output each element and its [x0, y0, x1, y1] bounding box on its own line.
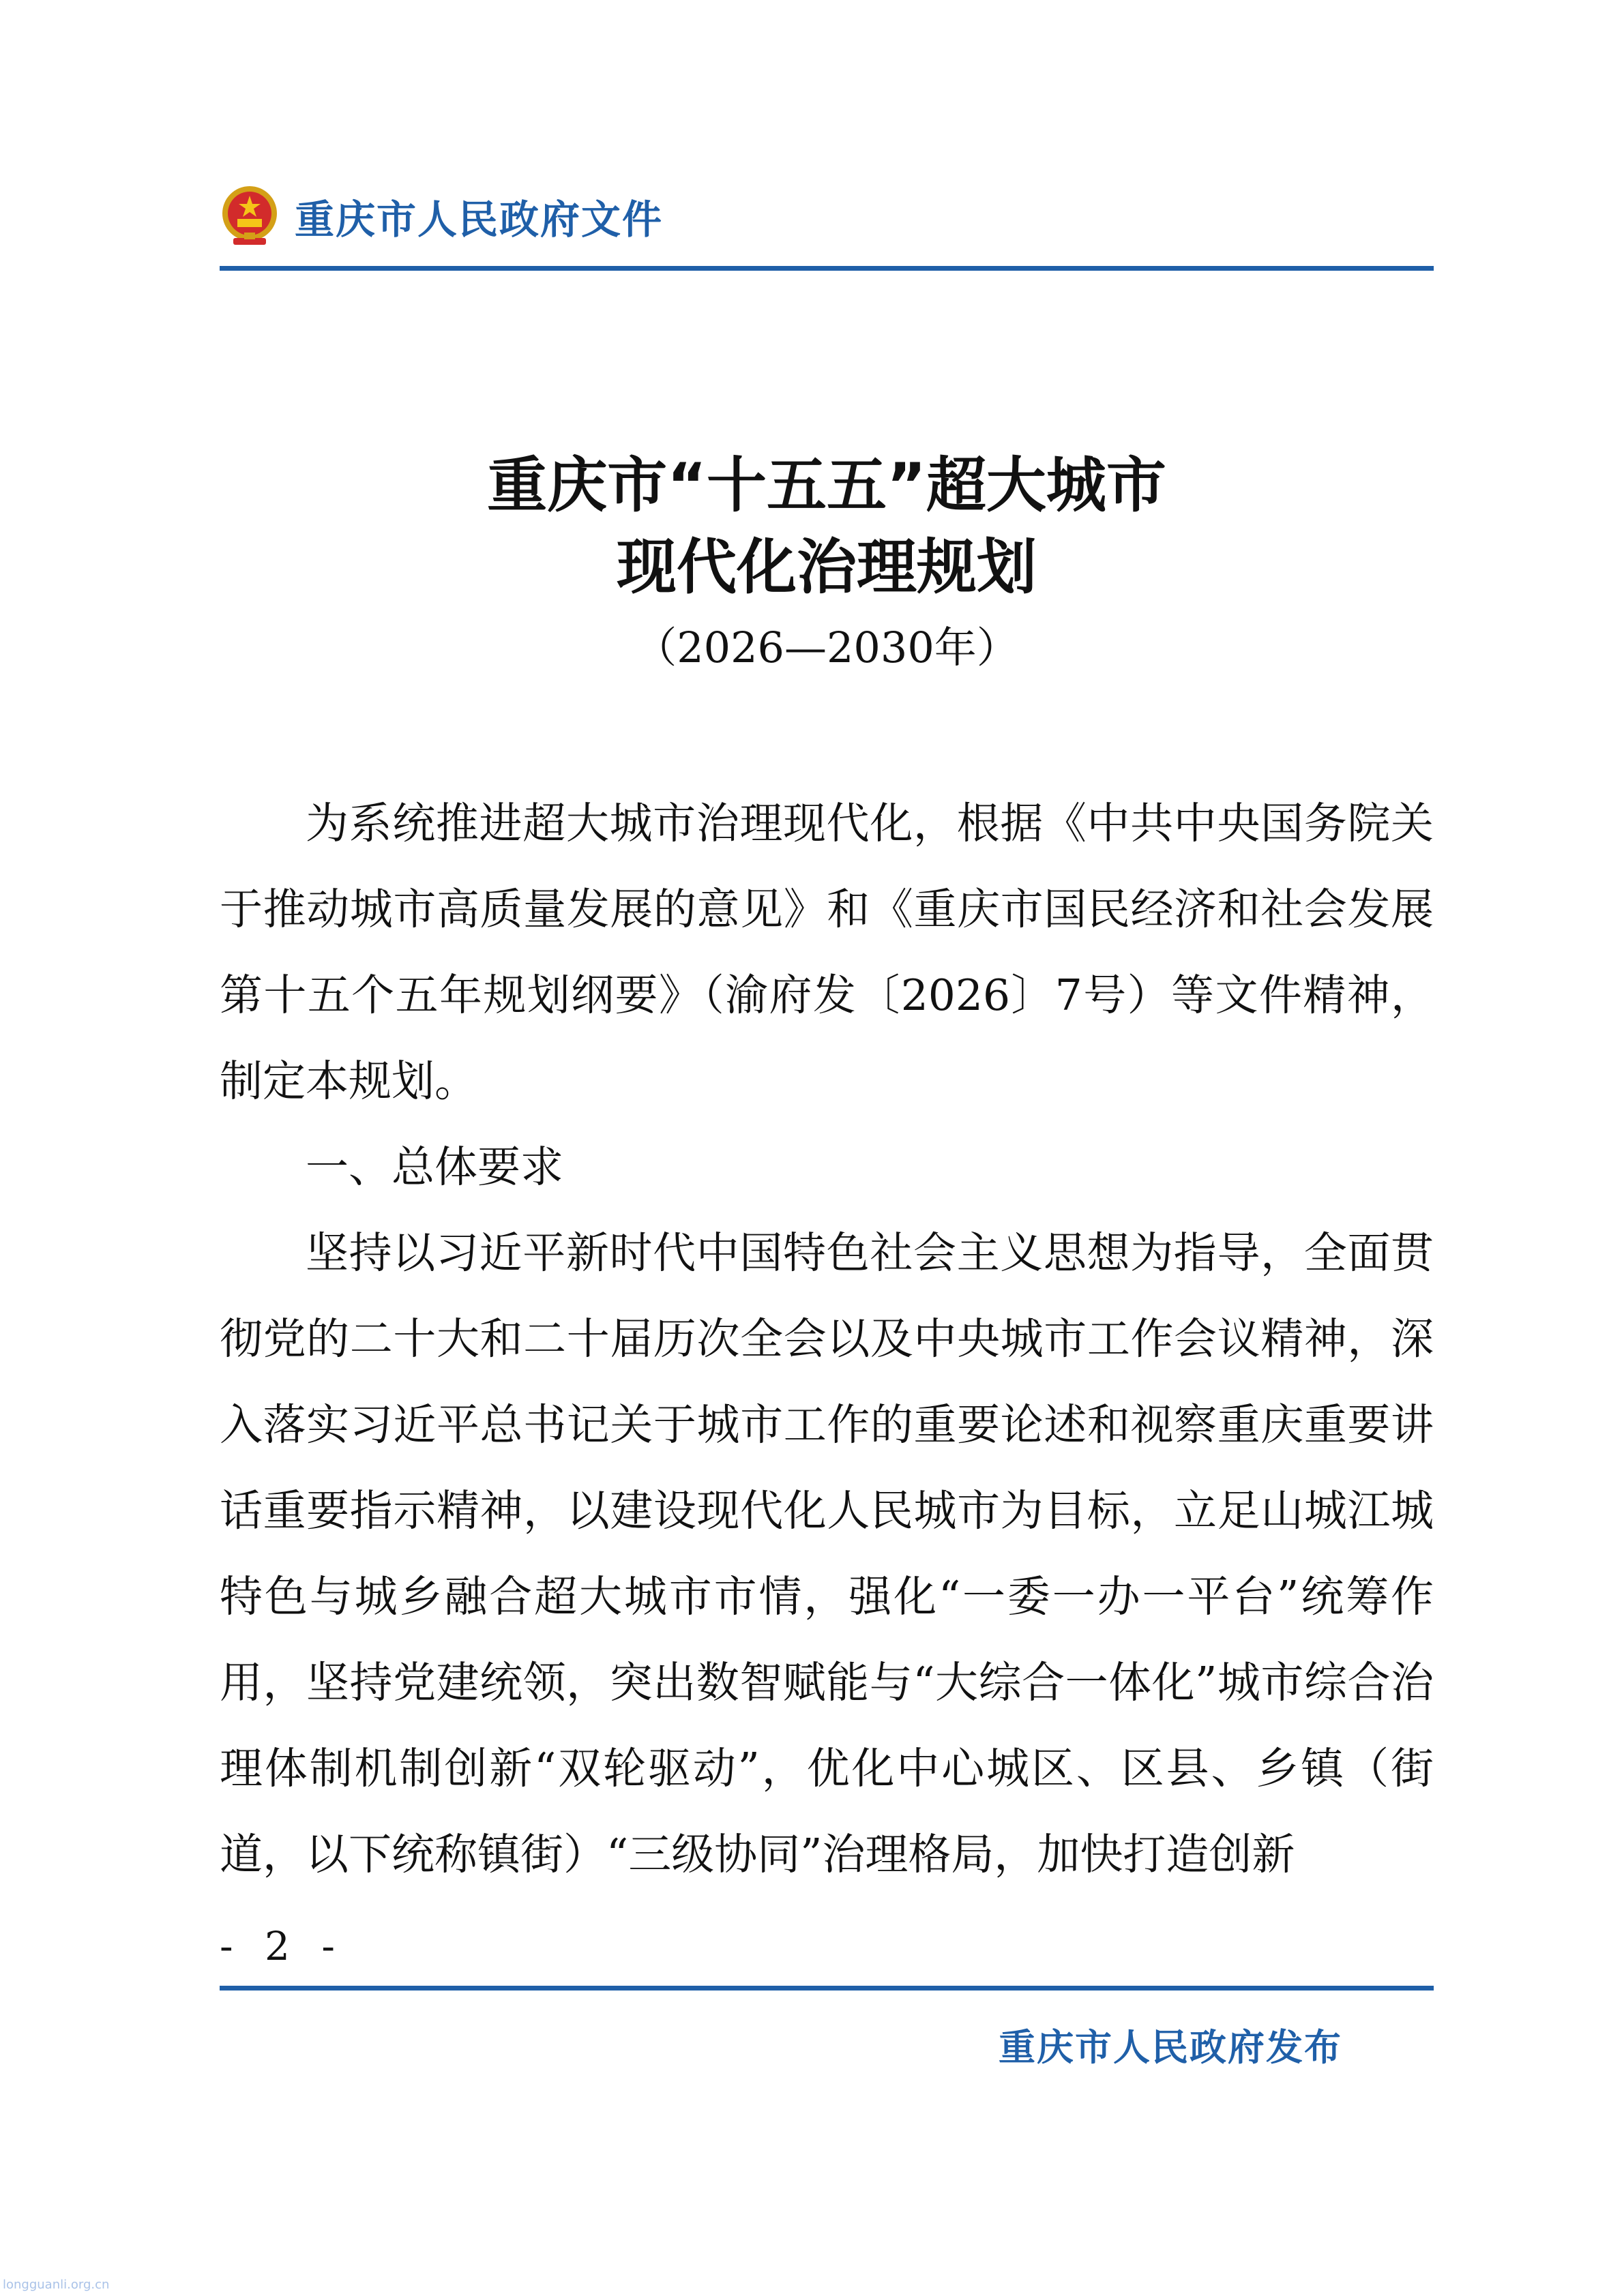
- intro-paragraph: 为系统推进超大城市治理现代化，根据《中共中央国务院关于推动城市高质量发展的意见》和《重庆市国民经济和社会发展第十五个五年规划纲要》（渝府发〔2026〕7号）等文件精神，制定本规划。: [220, 799, 1434, 1106]
- issuer-title: 重庆市人民政府文件: [295, 196, 664, 243]
- national-emblem-icon: [220, 183, 280, 249]
- section-heading: 一、总体要求: [306, 1142, 563, 1192]
- body-paragraph: 坚持以习近平新时代中国特色社会主义思想为指导，全面贯彻党的二十大和二十届历次全会以及中央城市工作会议精神，深入落实习近平总书记关于城市工作的重要论述和视察重庆重要讲话重要指示精神，以建设现代化人民城市为目标，立足山城江城特色与城乡融合超大城市市情，强化“一委一办一平台”统筹作用，坚持党建统领，突出数智赋能与“大综合一体化”城市综合治理体制机制创新“双轮驱动”，优化中心城区、区县、乡镇（街道，以下统称镇街）“三级协同”治理格局，加快打造创新: [220, 1228, 1434, 1879]
- header-rule: [220, 266, 1434, 271]
- document-title-line-1: 重庆市“十五五”超大城市: [487, 450, 1166, 520]
- document-subtitle: （2026—2030年）: [634, 623, 1019, 672]
- watermark: longguanli.org.cn: [3, 2278, 110, 2292]
- document-title-line-2: 现代化治理规划: [616, 532, 1037, 602]
- footer-rule: [220, 1986, 1434, 1991]
- page-number: - 2 -: [220, 1923, 344, 1969]
- document-body: [220, 781, 1434, 1898]
- publisher-label: 重庆市人民政府发布: [999, 2025, 1342, 2069]
- document-header: [220, 179, 663, 254]
